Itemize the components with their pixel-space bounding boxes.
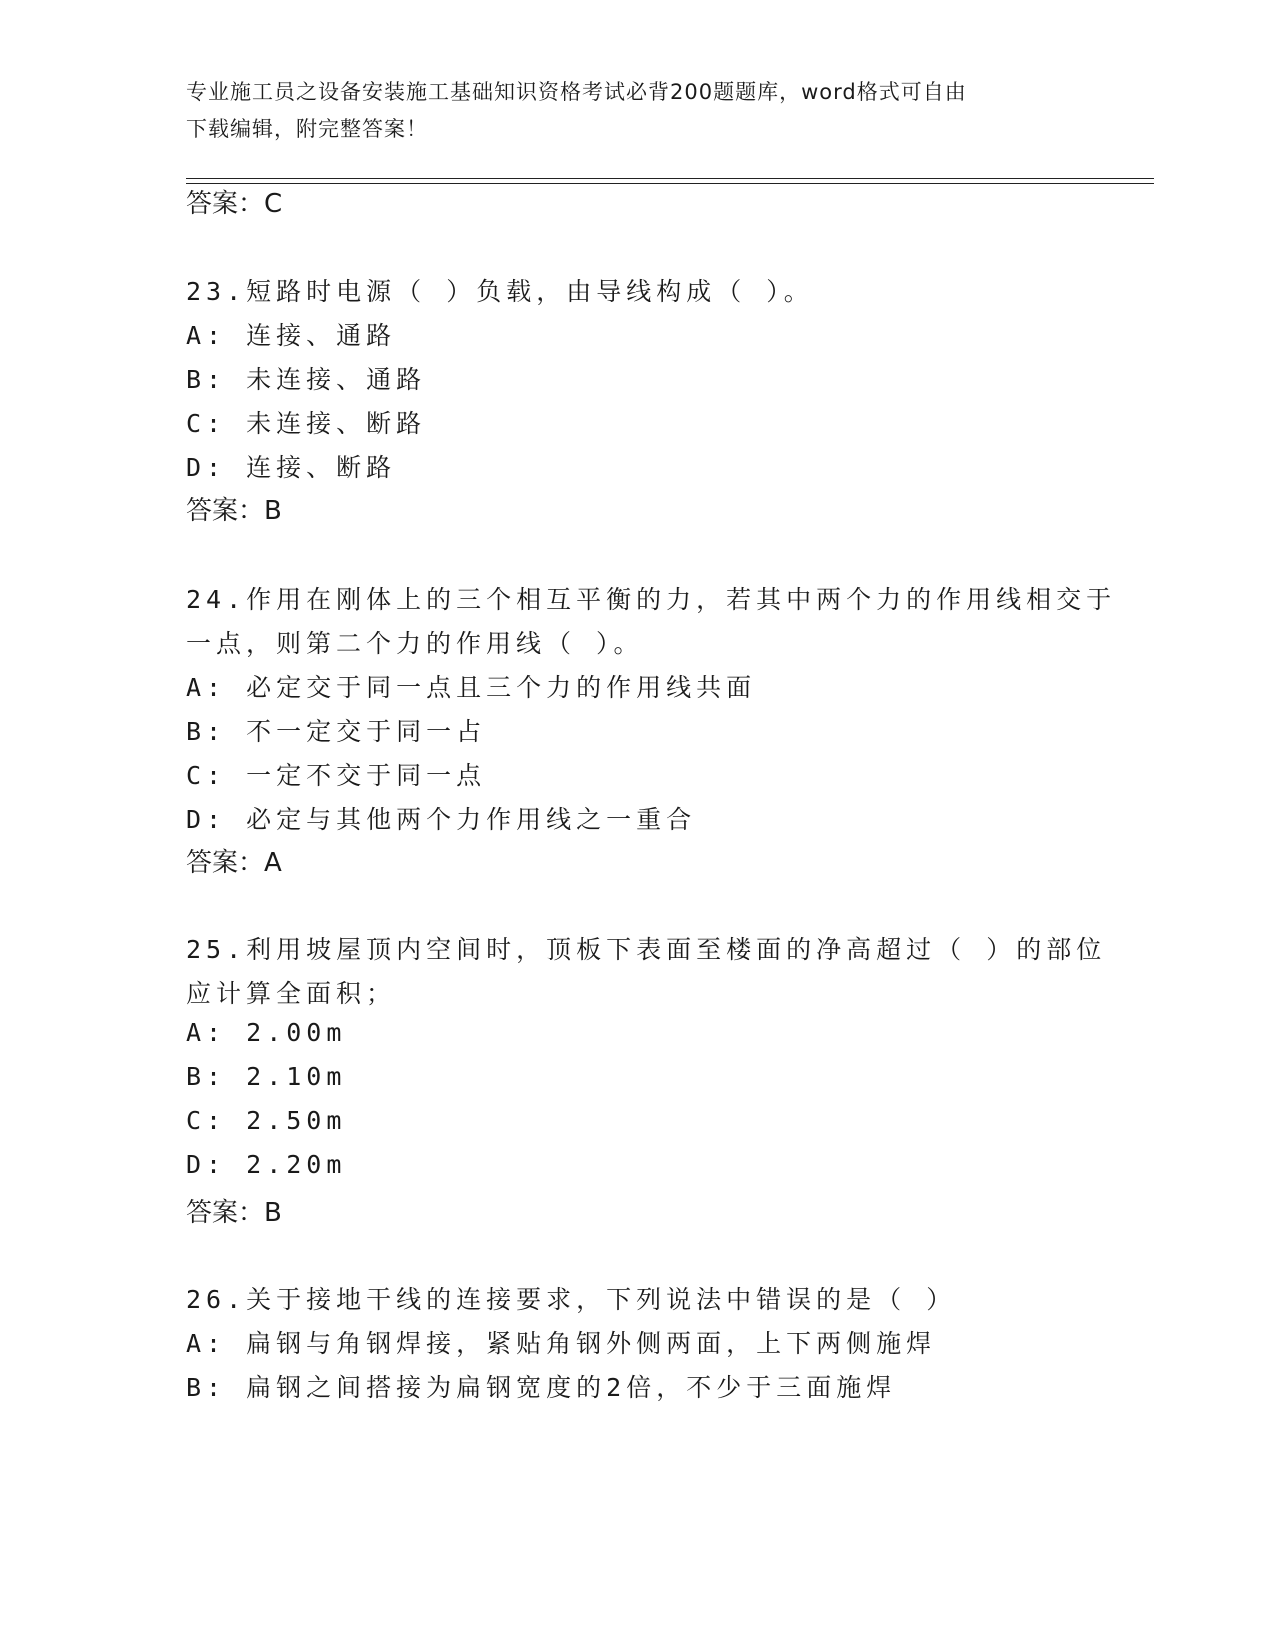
question-24-stem-line-2: 一点，则第二个力的作用线（ ）。 (186, 629, 644, 658)
question-23-option-a: A: 连接、通路 (186, 321, 397, 350)
question-23-option-c: C: 未连接、断路 (186, 409, 427, 438)
question-26-option-a: A: 扁钢与角钢焊接，紧贴角钢外侧两面，上下两侧施焊 (186, 1329, 937, 1358)
question-25-option-c: C: 2.50m (186, 1106, 347, 1135)
answer-line: 答案：C (186, 189, 283, 219)
document-header (186, 74, 1066, 148)
question-23-answer: 答案：B (186, 496, 282, 526)
header-divider-bottom (186, 183, 1154, 184)
header-title-line-2: 下载编辑，附完整答案！ (186, 117, 428, 141)
question-24-option-b: B: 不一定交于同一占 (186, 717, 487, 746)
question-24-option-d: D: 必定与其他两个力作用线之一重合 (186, 805, 697, 834)
question-25-stem-line-2: 应计算全面积； (186, 979, 397, 1008)
question-23-option-b: B: 未连接、通路 (186, 365, 427, 394)
question-23-option-d: D: 连接、断路 (186, 453, 397, 482)
question-24-answer: 答案：A (186, 848, 282, 878)
question-25-option-b: B: 2.10m (186, 1062, 347, 1091)
header-title-line-1: 专业施工员之设备安装施工基础知识资格考试必背200题题库，word格式可自由 (186, 80, 967, 104)
question-23-stem: 23.短路时电源（ ）负载，由导线构成（ ）。 (186, 277, 814, 306)
question-25-option-d: D: 2.20m (186, 1150, 347, 1179)
question-26-stem: 26.关于接地干线的连接要求，下列说法中错误的是（ ） (186, 1285, 957, 1314)
question-24-option-a: A: 必定交于同一点且三个力的作用线共面 (186, 673, 757, 702)
question-25-answer: 答案：B (186, 1198, 282, 1228)
question-26-option-b: B: 扁钢之间搭接为扁钢宽度的2倍，不少于三面施焊 (186, 1373, 897, 1402)
header-divider-top (186, 178, 1154, 179)
question-24-stem-line-1: 24.作用在刚体上的三个相互平衡的力，若其中两个力的作用线相交于 (186, 585, 1117, 614)
question-25-option-a: A: 2.00m (186, 1018, 347, 1047)
question-24-option-c: C: 一定不交于同一点 (186, 761, 487, 790)
question-25-stem-line-1: 25.利用坡屋顶内空间时，顶板下表面至楼面的净高超过（ ）的部位 (186, 935, 1107, 964)
